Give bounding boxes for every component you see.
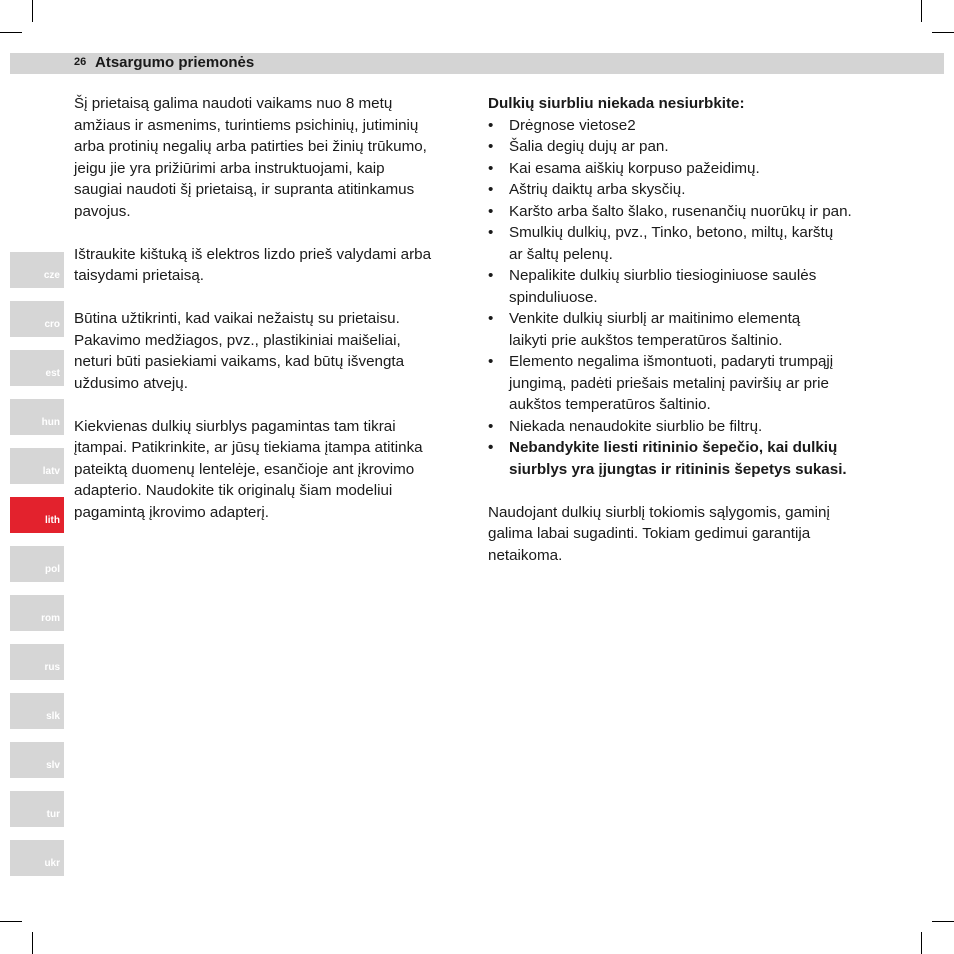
- crop-mark: [32, 932, 33, 954]
- bullet-icon: •: [488, 353, 494, 370]
- text-line: jungimą, padėti priešais metalinį paviršių ar prie: [509, 374, 829, 392]
- crop-mark: [0, 32, 22, 33]
- list-item: [488, 222, 888, 265]
- language-tab-tur[interactable]: tur: [10, 791, 64, 827]
- text-line: Nepalikite dulkių siurblio tiesioginiuose saulės: [509, 267, 817, 284]
- list-item: [488, 416, 888, 438]
- text-line: Nebandykite liesti ritininio šepečio, kai dulkių: [509, 439, 838, 456]
- text-line: Šį prietaisą galima naudoti vaikams nuo 8 metų: [74, 95, 393, 112]
- paragraph: [74, 93, 474, 222]
- text-line: neturi būti pasiekiami vaikams, kad būtų išvengta: [74, 353, 405, 370]
- list-item: [488, 351, 888, 416]
- text-line: Naudojant dulkių siurblį tokiomis sąlygomis, gaminį: [488, 503, 830, 521]
- language-tab-rom[interactable]: rom: [10, 595, 64, 631]
- language-tab-hun[interactable]: hun: [10, 399, 64, 435]
- paragraph: [74, 244, 474, 287]
- list-item: [488, 437, 888, 480]
- bullet-icon: •: [488, 267, 494, 284]
- text-line: adapterio. Naudokite tik originalų šiam modeliui: [74, 482, 393, 499]
- text-line: taisydami prietaisą.: [74, 267, 204, 284]
- crop-mark: [932, 32, 954, 33]
- crop-mark: [0, 921, 22, 922]
- language-tab-est[interactable]: est: [10, 350, 64, 386]
- language-tab-slv[interactable]: slv: [10, 742, 64, 778]
- list-item: [488, 179, 888, 201]
- language-tab-cro[interactable]: cro: [10, 301, 64, 337]
- bullet-icon: •: [488, 138, 494, 155]
- text-line: arba protinių negalių arba patirties bei žinių trūkumo,: [74, 138, 427, 155]
- text-line: pagamintą įkrovimo adapterį.: [74, 503, 270, 521]
- text-line: aukštos temperatūros šaltinio.: [509, 396, 711, 413]
- paragraph: [74, 416, 474, 524]
- text-line: Smulkių dulkių, pvz., Tinko, betono, miltų, karštų: [509, 224, 834, 241]
- text-line: netaikoma.: [488, 546, 563, 564]
- text-line: jeigu jie yra prižiūrimi arba instruktuojami, kaip: [74, 159, 385, 177]
- text-line: amžiaus ir asmenims, turintiems psichinių, jutiminių: [74, 116, 419, 134]
- crop-mark: [921, 932, 922, 954]
- bullet-icon: •: [488, 159, 494, 177]
- bullet-icon: •: [488, 439, 494, 456]
- language-tab-lith[interactable]: lith: [10, 497, 64, 533]
- text-line: Venkite dulkių siurblį ar maitinimo elementą: [509, 310, 801, 327]
- bullet-icon: •: [488, 310, 494, 327]
- text-line: įtampai. Patikrinkite, ar jūsų tiekiama įtampa atitinka: [74, 439, 423, 456]
- text-line: uždusimo atvejų.: [74, 374, 188, 392]
- text-line: Elemento negalima išmontuoti, padaryti trumpąjį: [509, 353, 834, 370]
- text-line: Aštrių daiktų arba skysčių.: [509, 181, 686, 198]
- text-line: galima labai sugadinti. Tokiam gedimui garantija: [488, 525, 811, 542]
- left-column: [74, 93, 474, 545]
- language-tab-latv[interactable]: latv: [10, 448, 64, 484]
- language-tab-pol[interactable]: pol: [10, 546, 64, 582]
- list-item: [488, 201, 888, 223]
- text-line: pavojus.: [74, 202, 131, 220]
- text-line: Ištraukite kištuką iš elektros lizdo prieš valydami arba: [74, 245, 432, 263]
- text-line: Kai esama aiškių korpuso pažeidimų.: [509, 159, 760, 177]
- crop-mark: [921, 0, 922, 22]
- text-line: Būtina užtikrinti, kad vaikai nežaistų su prietaisu.: [74, 310, 400, 327]
- bullet-list: [488, 115, 888, 481]
- list-item: [488, 115, 888, 137]
- list-heading: Dulkių siurbliu niekada nesiurbkite:: [488, 95, 745, 112]
- text-line: Kiekvienas dulkių siurblys pagamintas tam tikrai: [74, 417, 396, 435]
- language-tab-cze[interactable]: cze: [10, 252, 64, 288]
- text-line: spinduliuose.: [509, 288, 598, 306]
- bullet-icon: •: [488, 181, 494, 198]
- text-line: pateiktą duomenų lentelėje, esančioje ant įkrovimo: [74, 460, 415, 478]
- text-line: Niekada nenaudokite siurblio be filtrų.: [509, 417, 763, 435]
- bullet-icon: •: [488, 417, 494, 435]
- text-line: ar šaltų pelenų.: [509, 245, 613, 263]
- list-item: [488, 308, 888, 351]
- list-item: [488, 158, 888, 180]
- right-column: [488, 93, 888, 588]
- paragraph: [74, 308, 474, 394]
- text-line: Šalia degių dujų ar pan.: [509, 138, 669, 155]
- list-item: [488, 265, 888, 308]
- language-tab-rus[interactable]: rus: [10, 644, 64, 680]
- language-tab-ukr[interactable]: ukr: [10, 840, 64, 876]
- page-number: 26: [74, 56, 87, 68]
- crop-mark: [32, 0, 33, 22]
- bullet-icon: •: [488, 224, 494, 241]
- text-line: Karšto arba šalto šlako, rusenančių nuorūkų ir pan.: [509, 202, 852, 220]
- language-tab-slk[interactable]: slk: [10, 693, 64, 729]
- list-item: [488, 136, 888, 158]
- page-title: Atsargumo priemonės: [95, 54, 255, 71]
- bullet-icon: •: [488, 116, 494, 134]
- closing-paragraph: [488, 502, 888, 567]
- text-line: siurblys yra įjungtas ir ritininis šepetys sukasi.: [509, 460, 847, 478]
- crop-mark: [932, 921, 954, 922]
- bullet-icon: •: [488, 202, 494, 220]
- text-line: laikyti prie aukštos temperatūros šaltinio.: [509, 331, 783, 349]
- text-line: Pakavimo medžiagos, pvz., plastikiniai maišeliai,: [74, 331, 401, 349]
- text-line: saugiai naudoti šį prietaisą, ir supranta atitinkamus: [74, 181, 415, 198]
- text-line: Drėgnose vietose2: [509, 116, 636, 134]
